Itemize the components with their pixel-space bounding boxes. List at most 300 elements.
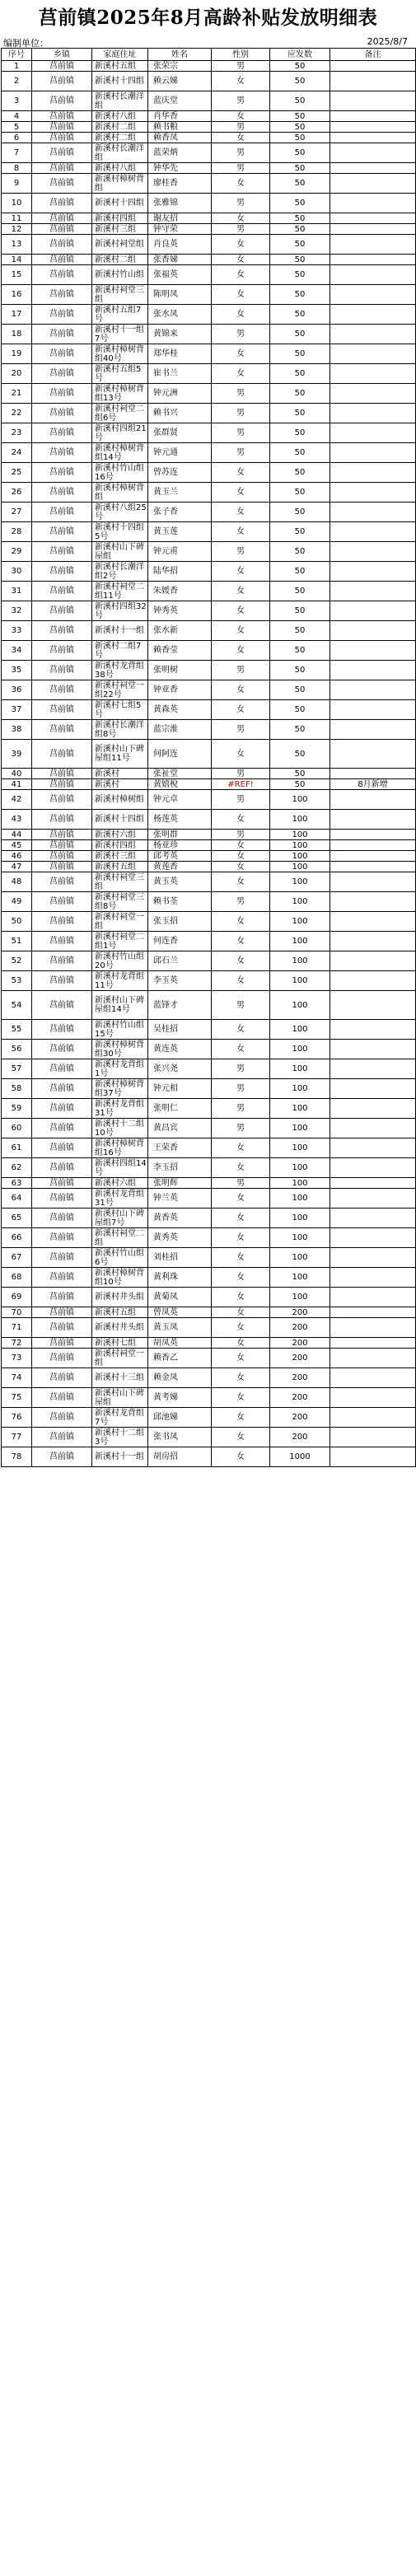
row-remark (330, 384, 416, 404)
row-gender: 男 (212, 194, 270, 213)
row-index: 38 (2, 720, 32, 740)
row-index: 8 (2, 163, 32, 174)
row-remark (330, 111, 416, 122)
table-row (2, 1268, 416, 1288)
row-address: 新溪村五组 (92, 61, 148, 72)
row-address: 新溪村十一组7号 (92, 325, 148, 344)
table-row (2, 1428, 416, 1447)
row-amount: 100 (270, 1228, 330, 1248)
row-amount: 100 (270, 951, 330, 971)
row-gender: 女 (212, 862, 270, 872)
row-gender: 女 (212, 641, 270, 661)
row-town: 莒前镇 (32, 1368, 92, 1388)
row-amount: 100 (270, 830, 330, 840)
row-address: 新溪村竹山组 (92, 265, 148, 285)
row-remark (330, 1408, 416, 1428)
row-name: 陈明凤 (148, 285, 212, 305)
row-index: 70 (2, 1307, 32, 1318)
row-index: 69 (2, 1288, 32, 1307)
row-town: 莒前镇 (32, 971, 92, 991)
header-name: 姓名 (148, 49, 212, 61)
row-index: 16 (2, 285, 32, 305)
row-name: 钟秀英 (148, 601, 212, 621)
table-row (2, 235, 416, 255)
row-gender: 女 (212, 111, 270, 122)
row-gender: 女 (212, 265, 270, 285)
row-index: 40 (2, 769, 32, 779)
row-remark (330, 224, 416, 235)
table-row (2, 384, 416, 404)
row-index: 61 (2, 1138, 32, 1158)
row-amount: 50 (270, 72, 330, 91)
table-row (2, 779, 416, 790)
row-remark (330, 174, 416, 194)
row-name: 杨亚珍 (148, 840, 212, 851)
row-gender: 男 (212, 542, 270, 562)
row-index: 34 (2, 641, 32, 661)
table-row (2, 621, 416, 641)
row-remark (330, 720, 416, 740)
row-address: 新溪村龙背组11号 (92, 971, 148, 991)
row-address: 新溪村山下碑屋组14号 (92, 991, 148, 1020)
table-row (2, 661, 416, 680)
row-address: 新溪村十四组5号 (92, 522, 148, 542)
row-amount: 50 (270, 740, 330, 769)
table-row (2, 224, 416, 235)
row-gender: 女 (212, 1158, 270, 1178)
row-remark (330, 641, 416, 661)
table-row (2, 423, 416, 443)
row-town: 莒前镇 (32, 779, 92, 790)
row-gender: 女 (212, 740, 270, 769)
unit-label: 编制单位： (3, 38, 49, 49)
row-index: 27 (2, 503, 32, 522)
row-town: 莒前镇 (32, 862, 92, 872)
row-remark (330, 404, 416, 423)
row-town: 莒前镇 (32, 1408, 92, 1428)
row-amount: 50 (270, 174, 330, 194)
row-amount: 100 (270, 932, 330, 951)
row-town: 莒前镇 (32, 582, 92, 601)
table-row (2, 932, 416, 951)
row-remark (330, 143, 416, 163)
row-address: 新溪村樟树背组 (92, 483, 148, 503)
row-town: 莒前镇 (32, 443, 92, 463)
row-address: 新溪村二组 (92, 255, 148, 265)
row-name: 黄利珠 (148, 1268, 212, 1288)
row-remark (330, 503, 416, 522)
row-remark (330, 122, 416, 133)
table-row (2, 111, 416, 122)
row-town: 莒前镇 (32, 384, 92, 404)
row-index: 62 (2, 1158, 32, 1178)
row-name: 赖书荃 (148, 892, 212, 912)
row-remark (330, 601, 416, 621)
row-town: 莒前镇 (32, 872, 92, 892)
row-gender: 女 (212, 971, 270, 991)
row-address: 新溪村八组 (92, 163, 148, 174)
row-index: 46 (2, 851, 32, 862)
row-town: 莒前镇 (32, 1288, 92, 1307)
row-gender: 女 (212, 1307, 270, 1318)
row-address: 新溪村樟树背组30号 (92, 1040, 148, 1059)
row-address: 新溪村二组7号 (92, 641, 148, 661)
table-row (2, 1447, 416, 1467)
header-row (2, 49, 416, 61)
table-row (2, 325, 416, 344)
row-amount: 50 (270, 122, 330, 133)
row-amount: 100 (270, 1099, 330, 1119)
row-gender: 女 (212, 1318, 270, 1338)
row-gender: 女 (212, 1388, 270, 1408)
row-name: 张水凤 (148, 305, 212, 325)
table-row (2, 255, 416, 265)
row-gender: 女 (212, 872, 270, 892)
row-amount: 200 (270, 1408, 330, 1428)
row-town: 莒前镇 (32, 1228, 92, 1248)
table-row (2, 91, 416, 111)
row-remark (330, 862, 416, 872)
row-address: 新溪村长潮洋组 (92, 91, 148, 111)
table-row (2, 1307, 416, 1318)
table-row (2, 810, 416, 830)
row-amount: 50 (270, 194, 330, 213)
row-remark (330, 1368, 416, 1388)
row-index: 37 (2, 700, 32, 720)
row-town: 莒前镇 (32, 1388, 92, 1408)
row-amount: 50 (270, 404, 330, 423)
row-index: 39 (2, 740, 32, 769)
row-name: 黄莲香 (148, 862, 212, 872)
row-index: 41 (2, 779, 32, 790)
row-amount: 100 (270, 1119, 330, 1138)
row-town: 莒前镇 (32, 1248, 92, 1268)
row-address: 新溪村祠堂三组 (92, 872, 148, 892)
row-amount: 50 (270, 235, 330, 255)
row-address: 新溪村四组 (92, 213, 148, 224)
header-town: 乡镇 (32, 49, 92, 61)
row-remark (330, 1079, 416, 1099)
row-gender: 男 (212, 325, 270, 344)
row-name: 何连香 (148, 932, 212, 951)
row-gender: 女 (212, 582, 270, 601)
table-row (2, 1079, 416, 1099)
row-address: 新溪村樟树背组37号 (92, 1079, 148, 1099)
row-gender: 女 (212, 213, 270, 224)
row-name: 蓝庆堂 (148, 91, 212, 111)
row-index: 52 (2, 951, 32, 971)
row-amount: 200 (270, 1349, 330, 1368)
table-row (2, 680, 416, 700)
row-amount: 100 (270, 1189, 330, 1209)
row-remark (330, 255, 416, 265)
table-row (2, 641, 416, 661)
row-name: 张明辉 (148, 1178, 212, 1189)
row-amount: 200 (270, 1428, 330, 1447)
row-gender: 女 (212, 1040, 270, 1059)
row-remark (330, 344, 416, 364)
row-address: 新溪村竹山组15号 (92, 1020, 148, 1040)
row-town: 莒前镇 (32, 91, 92, 111)
row-address: 新溪村祠堂二组1号 (92, 932, 148, 951)
row-address: 新溪村五组7号 (92, 305, 148, 325)
row-index: 42 (2, 790, 32, 810)
row-gender: 女 (212, 1338, 270, 1349)
row-index: 11 (2, 213, 32, 224)
row-name: 邱石兰 (148, 951, 212, 971)
row-index: 17 (2, 305, 32, 325)
row-amount: 100 (270, 872, 330, 892)
table-row (2, 991, 416, 1020)
row-gender: 男 (212, 384, 270, 404)
row-index: 5 (2, 122, 32, 133)
row-address: 新溪村龙背组31号 (92, 1189, 148, 1209)
row-remark (330, 423, 416, 443)
row-town: 莒前镇 (32, 562, 92, 582)
row-remark (330, 163, 416, 174)
row-remark (330, 621, 416, 641)
row-gender: 女 (212, 1020, 270, 1040)
row-remark (330, 265, 416, 285)
row-name: 黄菊凤 (148, 1288, 212, 1307)
row-index: 72 (2, 1338, 32, 1349)
row-index: 71 (2, 1318, 32, 1338)
row-index: 35 (2, 661, 32, 680)
row-index: 77 (2, 1428, 32, 1447)
row-name: 崔书兰 (148, 364, 212, 384)
table-row (2, 720, 416, 740)
row-remark (330, 1288, 416, 1307)
row-town: 莒前镇 (32, 830, 92, 840)
row-address: 新溪村樟树背组40号 (92, 344, 148, 364)
row-remark (330, 443, 416, 463)
row-name: 张兴尧 (148, 1059, 212, 1079)
row-remark (330, 72, 416, 91)
row-address: 新溪村六组 (92, 830, 148, 840)
row-address: 新溪村龙背组31号 (92, 1099, 148, 1119)
row-name: 黄锦来 (148, 325, 212, 344)
table-row (2, 971, 416, 991)
row-amount: 50 (270, 213, 330, 224)
row-name: 张福英 (148, 265, 212, 285)
row-town: 莒前镇 (32, 194, 92, 213)
row-town: 莒前镇 (32, 423, 92, 443)
row-address: 新溪村十四组 (92, 194, 148, 213)
table-row (2, 305, 416, 325)
row-gender: 女 (212, 1288, 270, 1307)
row-gender: 女 (212, 1447, 270, 1467)
row-remark (330, 991, 416, 1020)
row-remark (330, 1059, 416, 1079)
table-row (2, 1040, 416, 1059)
table-row (2, 700, 416, 720)
row-address: 新溪村樟树组 (92, 790, 148, 810)
row-name: 黄玉凤 (148, 1318, 212, 1338)
row-gender: 男 (212, 1119, 270, 1138)
row-gender: 女 (212, 601, 270, 621)
row-gender: 男 (212, 661, 270, 680)
table-row (2, 1099, 416, 1119)
row-address: 新溪村樟树背组10号 (92, 1268, 148, 1288)
row-remark (330, 830, 416, 840)
row-address: 新溪村七组 (92, 1338, 148, 1349)
row-address: 新溪村竹山组6号 (92, 1248, 148, 1268)
row-name: 蓝锋才 (148, 991, 212, 1020)
row-gender: 女 (212, 912, 270, 932)
row-index: 24 (2, 443, 32, 463)
row-remark (330, 305, 416, 325)
row-town: 莒前镇 (32, 305, 92, 325)
row-index: 44 (2, 830, 32, 840)
row-town: 莒前镇 (32, 912, 92, 932)
row-name: 钟元相 (148, 1079, 212, 1099)
row-amount: 50 (270, 700, 330, 720)
row-amount: 50 (270, 582, 330, 601)
row-remark (330, 1388, 416, 1408)
row-gender: 女 (212, 1268, 270, 1288)
row-address: 新溪村龙背组38号 (92, 661, 148, 680)
table-row (2, 143, 416, 163)
table-row (2, 1349, 416, 1368)
row-name: 张子香 (148, 503, 212, 522)
row-remark (330, 1248, 416, 1268)
row-address: 新溪村七组5号 (92, 700, 148, 720)
row-amount: 50 (270, 111, 330, 122)
row-address: 新溪村山下碑屋组11号 (92, 740, 148, 769)
row-index: 65 (2, 1209, 32, 1228)
row-name: 刘桂招 (148, 1248, 212, 1268)
table-row (2, 483, 416, 503)
table-row (2, 601, 416, 621)
row-index: 58 (2, 1079, 32, 1099)
row-gender: 女 (212, 810, 270, 830)
header-remark: 备注 (330, 49, 416, 61)
row-address: 新溪村祠堂一组 (92, 912, 148, 932)
row-name: 肖华香 (148, 111, 212, 122)
row-amount: 50 (270, 641, 330, 661)
row-index: 3 (2, 91, 32, 111)
table-row (2, 1020, 416, 1040)
row-name: 钟亚香 (148, 680, 212, 700)
row-index: 2 (2, 72, 32, 91)
row-remark (330, 932, 416, 951)
row-town: 莒前镇 (32, 661, 92, 680)
table-row (2, 1119, 416, 1138)
row-name: 陆华招 (148, 562, 212, 582)
row-address: 新溪村 (92, 779, 148, 790)
row-name: 黄香英 (148, 1209, 212, 1228)
row-name: 赖云娣 (148, 72, 212, 91)
row-index: 48 (2, 872, 32, 892)
row-name: 张荣宗 (148, 61, 212, 72)
row-address: 新溪村祠堂三组8号 (92, 892, 148, 912)
row-amount: 50 (270, 601, 330, 621)
table-row (2, 163, 416, 174)
row-amount: 50 (270, 364, 330, 384)
row-amount: 200 (270, 1388, 330, 1408)
table-row (2, 1338, 416, 1349)
row-name: 吴桂招 (148, 1020, 212, 1040)
row-name: 张雅锦 (148, 194, 212, 213)
row-town: 莒前镇 (32, 601, 92, 621)
row-gender: 男 (212, 224, 270, 235)
row-name: 张明仁 (148, 1099, 212, 1119)
row-amount: 100 (270, 1138, 330, 1158)
row-index: 68 (2, 1268, 32, 1288)
row-amount: 100 (270, 971, 330, 991)
header-address: 家庭住址 (92, 49, 148, 61)
row-address: 新溪村祠堂三组 (92, 285, 148, 305)
table-row (2, 344, 416, 364)
row-amount: 50 (270, 305, 330, 325)
table-row (2, 1189, 416, 1209)
table-row (2, 265, 416, 285)
row-amount: 100 (270, 1059, 330, 1079)
row-amount: 100 (270, 892, 330, 912)
row-index: 51 (2, 932, 32, 951)
row-remark (330, 1447, 416, 1467)
row-name: 黄玉莲 (148, 522, 212, 542)
row-amount: 50 (270, 143, 330, 163)
table-row (2, 72, 416, 91)
report-date: 2025/8/7 (367, 36, 408, 47)
row-amount: 100 (270, 1040, 330, 1059)
row-town: 莒前镇 (32, 769, 92, 779)
row-remark (330, 213, 416, 224)
row-town: 莒前镇 (32, 1209, 92, 1228)
row-index: 54 (2, 991, 32, 1020)
row-town: 莒前镇 (32, 542, 92, 562)
row-index: 36 (2, 680, 32, 700)
row-remark (330, 582, 416, 601)
row-town: 莒前镇 (32, 790, 92, 810)
table-row (2, 1368, 416, 1388)
row-remark (330, 61, 416, 72)
row-town: 莒前镇 (32, 991, 92, 1020)
row-index: 59 (2, 1099, 32, 1119)
row-name: 黄秀英 (148, 1228, 212, 1248)
table-row (2, 463, 416, 483)
row-remark (330, 1020, 416, 1040)
row-gender: 女 (212, 951, 270, 971)
row-address: 新溪村竹山组20号 (92, 951, 148, 971)
row-gender: 女 (212, 344, 270, 364)
row-address: 新溪村四组32号 (92, 601, 148, 621)
row-remark (330, 1040, 416, 1059)
row-address: 新溪村十一组 (92, 1447, 148, 1467)
row-gender: 女 (212, 851, 270, 862)
row-address: 新溪村长潮洋组8号 (92, 720, 148, 740)
table-row (2, 1408, 416, 1428)
row-index: 6 (2, 133, 32, 143)
row-name: 蓝荣炳 (148, 143, 212, 163)
row-amount: 1000 (270, 1447, 330, 1467)
row-name: 钟元甫 (148, 542, 212, 562)
row-town: 莒前镇 (32, 1307, 92, 1318)
row-amount: 100 (270, 1158, 330, 1178)
row-amount: 100 (270, 1268, 330, 1288)
row-town: 莒前镇 (32, 122, 92, 133)
row-gender: 女 (212, 1349, 270, 1368)
row-name: 郑华桂 (148, 344, 212, 364)
table-row (2, 912, 416, 932)
row-remark (330, 872, 416, 892)
row-remark (330, 364, 416, 384)
row-gender: 女 (212, 680, 270, 700)
row-gender: 女 (212, 255, 270, 265)
row-amount: 100 (270, 1178, 330, 1189)
row-gender: 女 (212, 932, 270, 951)
